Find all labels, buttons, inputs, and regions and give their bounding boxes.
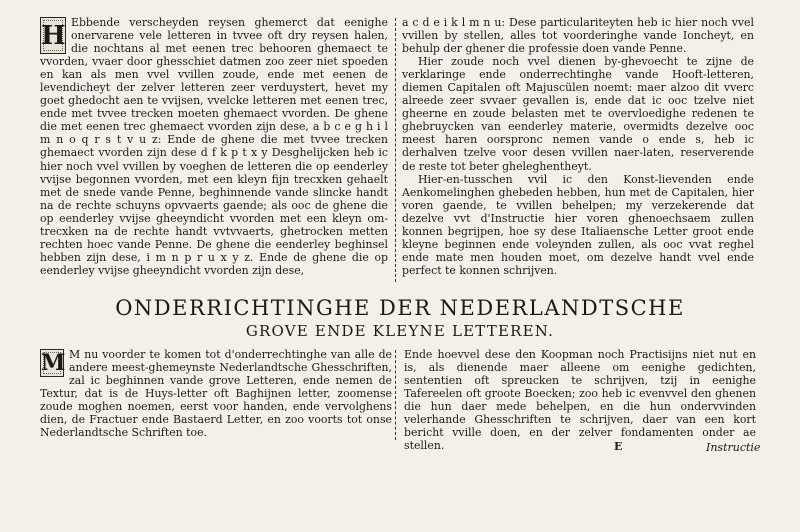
decorated-initial: M xyxy=(41,350,66,376)
paragraph: Hier zoude noch vvel dienen by-ghevoecht te zijne de verklaringe ende onderrechtinghe vande Hooft-letteren, diemen Capitalen oft Majuscülen noemt: maer alzoo dit vverc alreede zeer svvaer gevallen is, ende dat ic ooc tzelve niet gheerne en zoude belasten met te overvloedighe redenen te ghebruycken van eenderley materie, overmidts dezelve ooc meest haren oorspronc nemen vande o ende s, heb ic derhalven tzelve voor desen vvillen naer-laten, reserverende de reste tot beter gheleghentheyt. xyxy=(402,55,754,173)
section-title: ONDERRICHTINGHE DER NEDERLANDTSCHE xyxy=(115,296,685,320)
signature-mark: E xyxy=(614,440,623,453)
decorated-initial: H xyxy=(40,17,66,54)
paragraph: H Ebbende verscheyden reysen ghemerct dat eenighe onervarene vele letteren in tvvee oft dry reysen halen, die nochtans al met eenen trec behooren ghemaect te vvorden, vvaer door ghesschiet datmen zoo zeer niet spoeden en kan als men vvel vvillen zoude, ende met eenen de levendicheyt der zelver letteren zeer verduystert, hevet my goet ghedocht aen te vvijsen, vvelcke letteren met eenen trec, ende met tvvee trecken moeten ghemaect vvorden. De ghene die met eenen trec ghemaect vvorden zijn dese, a b c e g h i l m n o q r s t v u z: Ende de ghene die met tvvee trecken ghemaect vvorden zijn dese d f k p t x y Desghelijcken heb ic hier noch vvel vvillen by voeghen de letteren die op eenderley vvijse begonnen vvorden, met een kleyn fijn trecxken gehaelt met de snede vande Penne, beghinnende vande slincke handt na de rechte schuyns opvvaerts gaende; als ooc de ghene die op eenderley vvijse gheeyndicht vvorden met een kleyn om-trecxken na de rechte handt vvtvvaerts, ghetrocken metten rechten hoec vande Penne. De ghene die eenderley beghinsel hebben zijn dese, i m n p r u x y z. Ende de ghene die op eenderley vvijse gheeyndicht vvorden zijn dese, xyxy=(40,16,388,277)
column-divider xyxy=(395,18,397,282)
paragraph: Ende hoevvel dese den Koopman noch Practisijns niet nut en is, als dienende maer alleene om eenighe gedichten, sententien oft spreucken te schrijven, tzij in eenighe Tafereelen oft groote Boecken; zoo heb ic evenvvel den ghenen die hun daer mede behelpen, en die hun ondervvinden velerhande Ghesschriften te schrijven, daer van een kort bericht vville doen, en der zelver fondamenten onder ae stellen. xyxy=(404,348,756,453)
text-column-bottom-left xyxy=(40,348,392,439)
paragraph: Hier-en-tusschen vvil ic den Konst-lievenden ende Aenkomelinghen ghebeden hebben, hun met de Capitalen, hier voren gaende, te vvillen behelpen; my verzekerende dat dezelve vvt d'Instructie hier voren ghenoechsaem zullen konnen begrijpen, hoe sy dese Italiaensche Letter groot ende kleyne beginnen ende voleynden zullen, als ooc vvat reghel ende mate men houden moet, om dezelve handt vvel ende perfect te konnen schrijven. xyxy=(402,172,754,277)
paragraph: M M nu voorder te komen tot d'onderrechtinghe van alle de andere meest-ghemeynste Nederlandtsche Ghesschriften, zal ic beghinnen vande grove Letteren, ende nemen de Textur, dat is de Huys-letter oft Baghijnen letter, zoomense zoude moghen noemen, eerst voor handen, ende vervolghens dien, de Fractuer ende Bastaerd Letter, en zoo voorts tot onse Nederlandtsche Schriften toe. xyxy=(40,348,392,440)
text-column-top-left xyxy=(40,16,388,277)
section-subtitle: GROVE ENDE KLEYNE LETTEREN. xyxy=(245,322,555,340)
text-column-top-right xyxy=(402,16,754,277)
column-divider xyxy=(395,350,397,440)
text-column-bottom-right xyxy=(404,348,756,452)
catchword: Instructie xyxy=(706,441,761,454)
paragraph: a c d e i k l m n u: Dese particulariteyten heb ic hier noch vvel vvillen by stellen, alles tot voorderinghe vande Ioncheyt, en behulp der ghener die professie doen vande Penne. xyxy=(402,16,754,56)
